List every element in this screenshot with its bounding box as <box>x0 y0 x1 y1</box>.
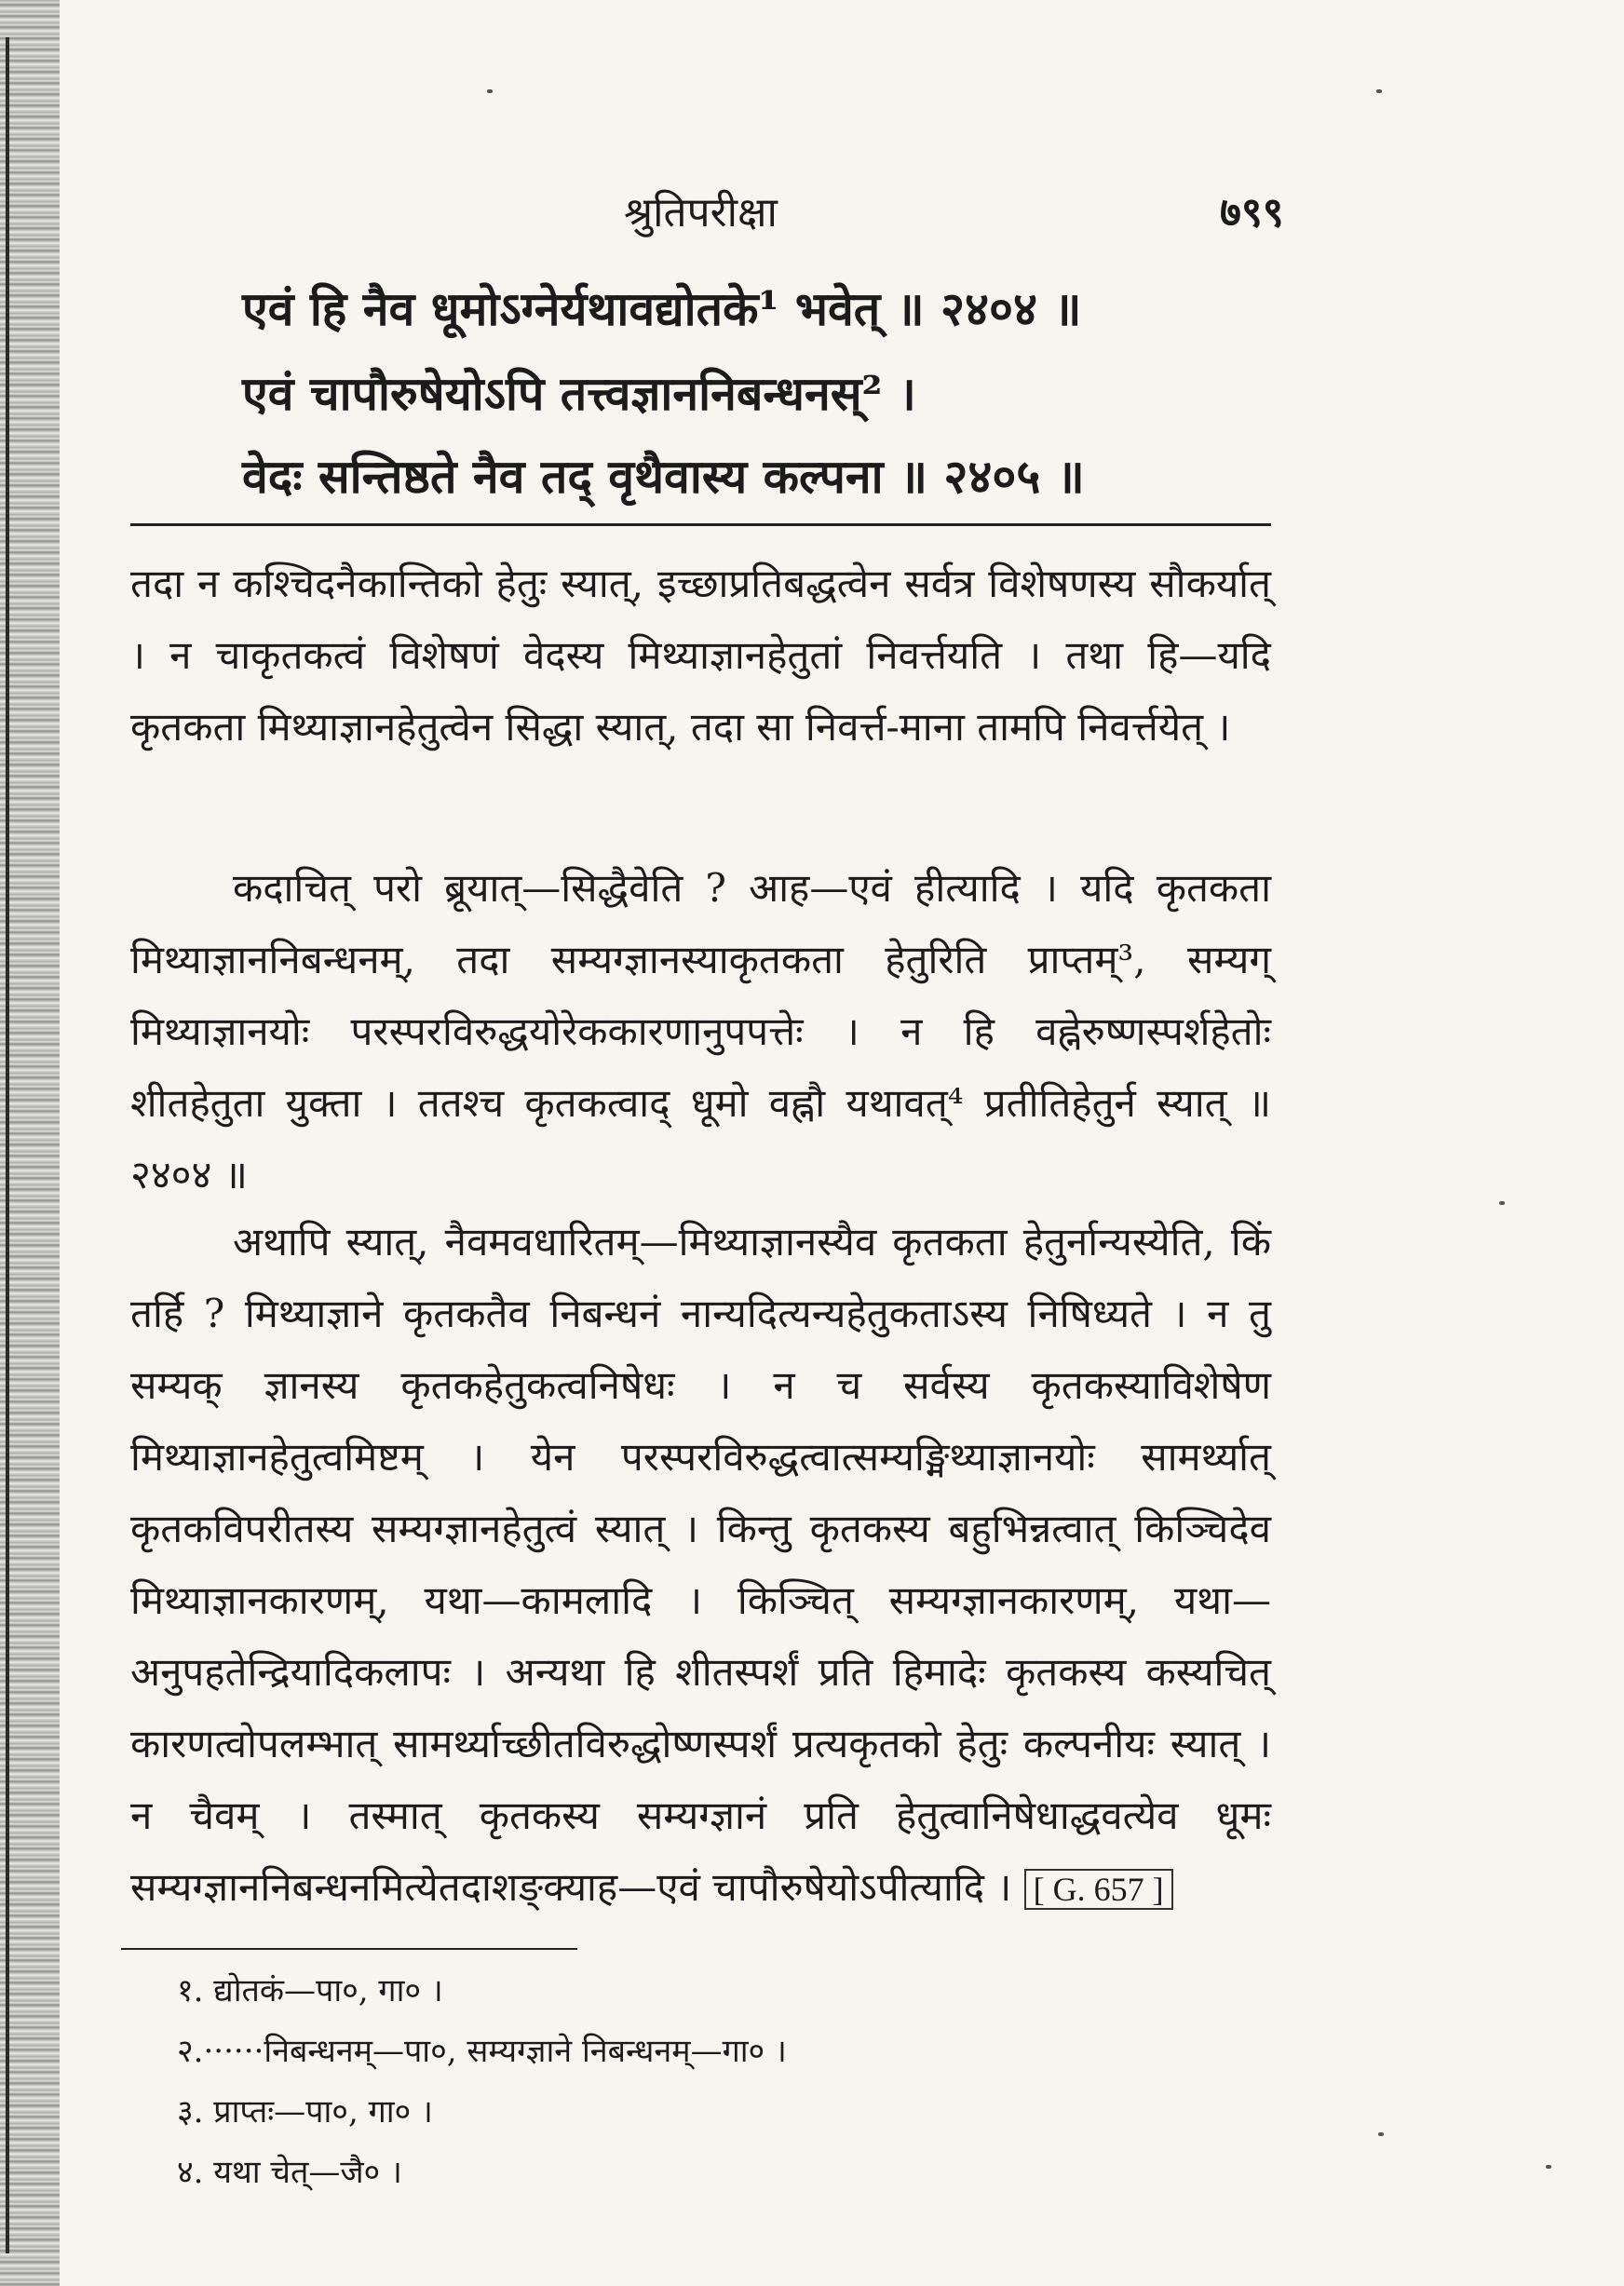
verse-line-3: वेदः सन्तिष्ठते नैव तद् वृथैवास्य कल्पना ॥ २४०५ ॥ <box>242 449 1085 504</box>
footnote-3: ३. प्राप्तः—पा०, गा० । <box>177 2093 433 2130</box>
book-page <box>121 0 1322 2286</box>
verse-line-2: एवं चापौरुषेयोऽपि तत्त्वज्ञाननिबन्धनस्² । <box>242 366 916 421</box>
commentary-paragraph-3-text: अथापि स्यात्, नैवमवधारितम्—मिथ्याज्ञानस्यैव कृतकता हेतुर्नान्यस्येति, किं तर्हि ? मिथ्याज्ञाने कृतकतैव निबन्धनं नान्यदित्यन्यहेतुकताऽस्य निषिध्यते । न तु सम्यक् ज्ञानस्य कृतकहेतुकत्वनिषेधः । न च सर्वस्य कृतकस्याविशेषेण मिथ्याज्ञानहेतुत्वमिष्टम् । येन परस्परविरुद्धत्वात्सम्यङ्मिथ्याज्ञानयोः सामर्थ्यात् कृतकविपरीतस्य सम्यग्ज्ञानहेतुत्वं स्यात् । किन्तु कृतकस्य बहुभिन्नत्वात् किञ्चिदेव मिथ्याज्ञानकारणम्, यथा—कामलादि । किञ्चित् सम्यग्ज्ञानकारणम्, यथा—अनुपहतेन्द्रियादिकलापः । अन्यथा हि शीतस्पर्शं प्रति हिमादेः कृतकस्य कस्यचित् कारणत्वोपलम्भात् सामर्थ्याच्छीतविरुद्धोष्णस्पर्शं प्रत्यकृतको हेतुः कल्पनीयः स्यात् । न चैवम् । तस्मात् कृतकस्य सम्यग्ज्ञानं प्रति हेतुत्वानिषेधाद्धवत्येव धूमः सम्यग्ज्ञाननिबन्धनमित्येतदाशङ्क्याह—एवं चापौरुषेयोऽपीत्यादि । <box>130 1219 1271 1910</box>
footnote-1: १. द्योतकं—पा०, गा० । <box>177 1972 443 2009</box>
scan-binding-line <box>6 37 9 2253</box>
footnote-4: ४. यथा चेत्—जै० । <box>177 2154 402 2191</box>
scan-speck <box>1378 2132 1384 2136</box>
verse-divider <box>130 523 1271 526</box>
scan-speck <box>1546 2165 1551 2169</box>
running-head: श्रुतिपरीक्षा <box>624 189 778 237</box>
commentary-paragraph-3 <box>130 1206 1271 1926</box>
footnote-divider <box>121 1948 577 1950</box>
commentary-paragraph-2: कदाचित् परो ब्रूयात्—सिद्धैवेति ? आह—एवं हीत्यादि । यदि कृतकता मिथ्याज्ञाननिबन्धनम्, तदा सम्यग्ज्ञानस्याकृतकता हेतुरिति प्राप्तम्³, सम्यग् मिथ्याज्ञानयोः परस्परविरुद्धयोरेककारणानुपपत्तेः । न हि वह्नेरुष्णस्पर्शहेतोः शीतहेतुता युक्ता । ततश्च कृतकत्वाद् धूमो वह्नौ यथावत्⁴ प्रतीतिहेतुर्न स्यात् ॥ २४०४ ॥ <box>130 865 1271 1197</box>
verse-line-1: एवं हि नैव धूमोऽग्नेर्यथावद्योतके¹ भवेत् ॥ २४०४ ॥ <box>242 281 1082 336</box>
footnote-2: २.······निबन्धनम्—पा०, सम्यग्ज्ञाने निबन्धनम्—गा० । <box>177 2033 787 2070</box>
reference-tag: [ G. 657 ] <box>1024 1869 1173 1910</box>
scan-speck <box>1499 1201 1505 1205</box>
page-number: ७९९ <box>1220 189 1284 237</box>
footnotes <box>177 1961 1015 2203</box>
scan-speck <box>487 89 493 93</box>
commentary-paragraph-1: तदा न कश्चिदनैकान्तिको हेतुः स्यात्, इच्छाप्रतिबद्धत्वेन सर्वत्र विशेषणस्य सौकर्यात् । न चाकृतकत्वं विशेषणं वेदस्य मिथ्याज्ञानहेतुतां निवर्त्तयति । तथा हि—यदि कृतकता मिथ्याज्ञानहेतुत्वेन सिद्धा स्यात्, तदा सा निवर्त्त-माना तामपि निवर्त्तयेत् । <box>130 561 1271 750</box>
scan-speck <box>1376 89 1382 93</box>
